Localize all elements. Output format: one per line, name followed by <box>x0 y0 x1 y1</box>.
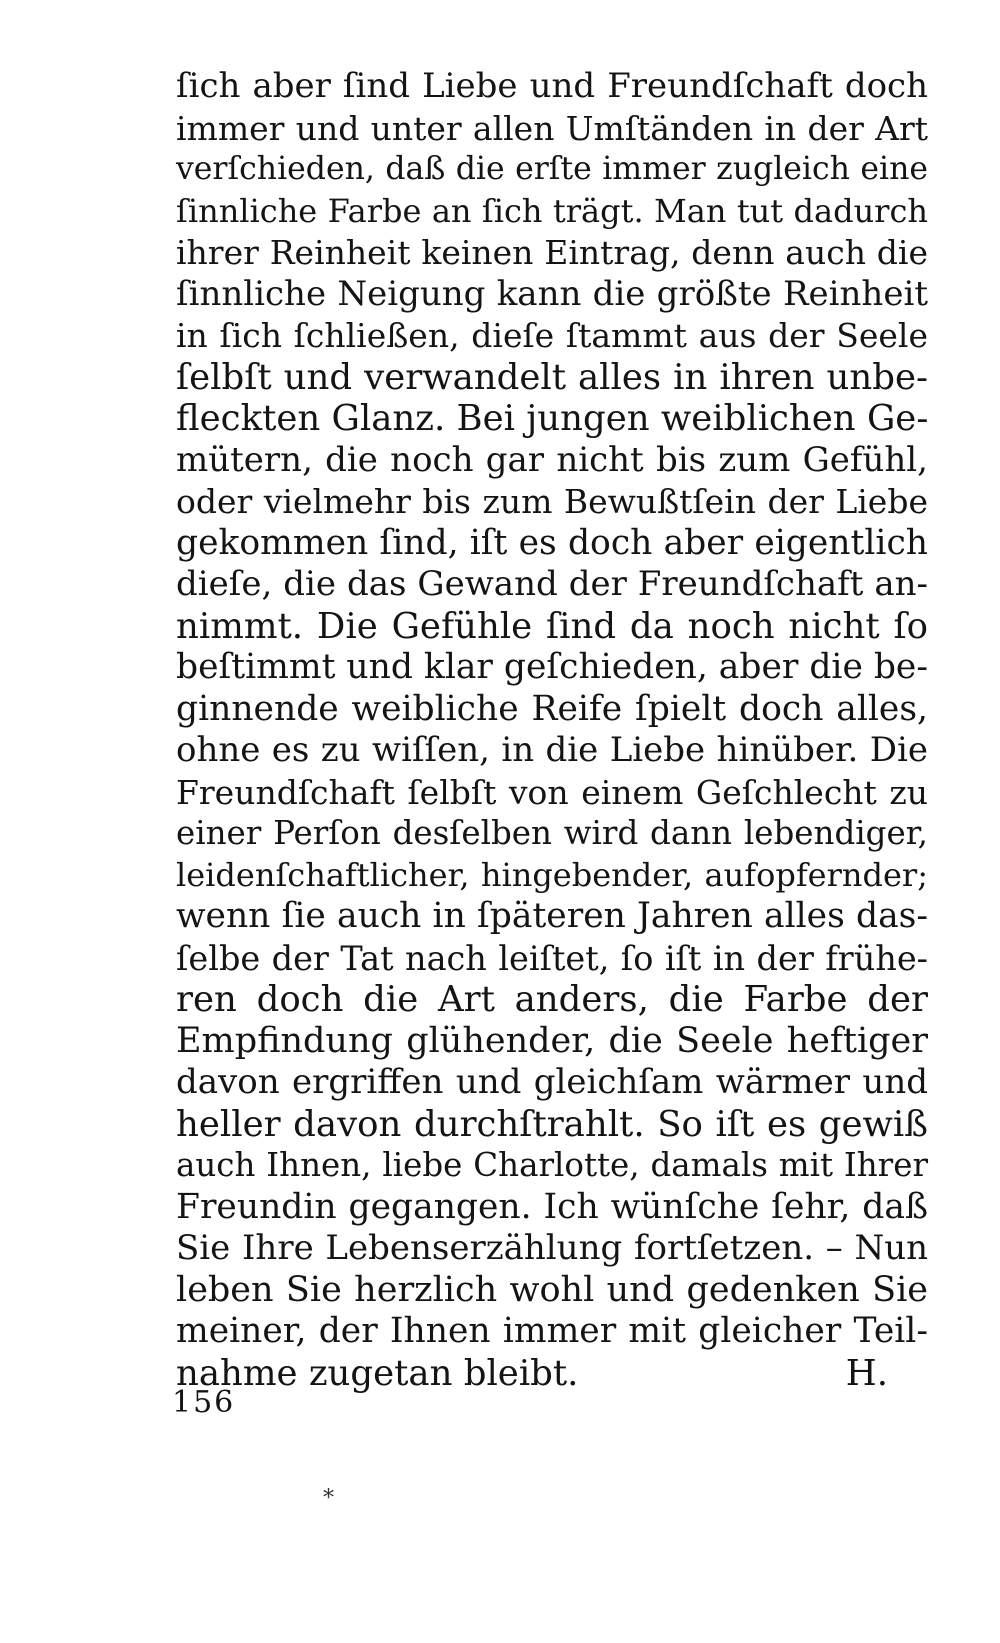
text-line: immer und unter allen Umſtänden in der Art <box>176 108 928 148</box>
text-line: beſtimmt und klar geſchieden, aber die be- <box>176 647 928 687</box>
text-line: heller davon durchſtrahlt. So iſt es gewiß <box>176 1103 928 1145</box>
text-line: oder vielmehr bis zum Bewußtſein der Liebe <box>176 482 928 521</box>
text-line: Empfindung glühender, die Seele heftiger <box>176 1020 928 1061</box>
text-line: ſelbe der Tat nach leiſtet, ſo iſt in der frühe- <box>176 938 928 978</box>
text-line: verſchieden, daß die erſte immer zugleich eine <box>176 151 928 187</box>
text-line: leidenſchaftlicher, hingebender, aufopfernder; <box>176 855 928 894</box>
text-line: einer Perſon desſelben wird dann lebendiger, <box>176 814 928 852</box>
last-text-line <box>176 1353 928 1395</box>
text-line: leben Sie herzlich wohl und gedenken Sie <box>176 1269 928 1310</box>
text-line: dieſe, die das Gewand der Freundſchaft an- <box>176 564 928 604</box>
text-line: ginnende weibliche Reife ſpielt doch alles, <box>176 688 928 729</box>
page-number: 156 <box>172 1385 236 1420</box>
text-line: ren doch die Art anders, die Farbe der <box>176 979 928 1020</box>
text-line: ſelbſt und verwandelt alles in ihren unbe- <box>176 356 928 398</box>
text-line: mütern, die noch gar nicht bis zum Gefühl, <box>176 439 928 480</box>
text-line: wenn ſie auch in ſpäteren Jahren alles das- <box>176 896 928 936</box>
text-line: ſinnliche Neigung kann die größte Reinheit <box>176 273 928 314</box>
text-line: Freundſchaft ſelbſt von einem Geſchlecht zu <box>176 772 928 812</box>
closing-phrase: nahme zugetan bleibt. <box>176 1352 579 1394</box>
text-line: meiner, der Ihnen immer mit gleicher Teil- <box>176 1311 928 1351</box>
printer-mark: * <box>323 1486 334 1511</box>
text-line: Freundin gegangen. Ich wünſche ſehr, daß <box>176 1186 928 1227</box>
text-line: fleckten Glanz. Bei jungen weiblichen Ge- <box>176 398 929 439</box>
text-line: gekommen ſind, iſt es doch aber eigentlich <box>176 522 928 563</box>
signature: H. <box>845 1352 888 1394</box>
text-line: Sie Ihre Lebenserzählung fortſetzen. – Nun <box>176 1228 928 1268</box>
text-line: auch Ihnen, liebe Charlotte, damals mit Ihrer <box>176 1146 928 1184</box>
text-line: ſinnliche Farbe an ſich trägt. Man tut dadurch <box>176 191 928 230</box>
body-text <box>176 66 928 1394</box>
text-line: ihrer Reinheit keinen Eintrag, denn auch die <box>176 233 928 272</box>
text-line: in ſich ſchließen, dieſe ſtammt aus der Seele <box>176 316 928 355</box>
text-line: ſich aber ſind Liebe und Freundſchaft doch <box>176 66 928 106</box>
text-line: nimmt. Die Gefühle ſind da noch nicht ſo <box>176 605 928 647</box>
text-line: davon ergriffen und gleichſam wärmer und <box>176 1062 928 1102</box>
text-line: ohne es zu wiſſen, in die Liebe hinüber. Die <box>176 730 928 770</box>
